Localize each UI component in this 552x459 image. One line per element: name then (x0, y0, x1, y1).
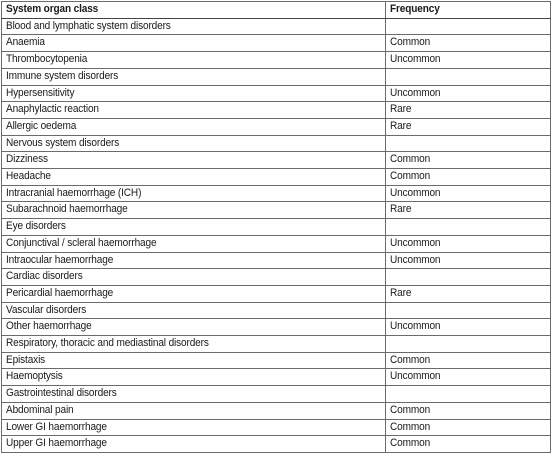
cell-term (2, 35, 386, 52)
cell-frequency (386, 68, 551, 85)
term-text: Pericardial haemorrhage (6, 286, 114, 299)
cell-frequency (386, 319, 551, 336)
cell-frequency (386, 369, 551, 386)
cell-frequency (386, 436, 551, 453)
table-header-row (2, 2, 551, 19)
cell-frequency (386, 219, 551, 236)
table-row (2, 369, 551, 386)
term-text: Anaphylactic reaction (6, 103, 99, 116)
table-row (2, 336, 551, 353)
term-text: Anaemia (6, 36, 45, 49)
cell-term (2, 402, 386, 419)
table-row (2, 102, 551, 119)
term-text: Respiratory, thoracic and mediastinal disorders (6, 337, 209, 350)
table-row (2, 118, 551, 135)
cell-term (2, 102, 386, 119)
table-row (2, 269, 551, 286)
cell-frequency (386, 118, 551, 135)
term-text: Hypersensitivity (6, 86, 75, 99)
term-text: Upper GI haemorrhage (6, 437, 107, 450)
frequency-text: Uncommon (390, 253, 441, 266)
cell-frequency (386, 235, 551, 252)
cell-term (2, 269, 386, 286)
term-text: Epistaxis (6, 353, 46, 366)
frequency-text: Rare (390, 119, 412, 132)
term-text: Gastrointestinal disorders (6, 387, 117, 400)
cell-frequency (386, 269, 551, 286)
table-row (2, 219, 551, 236)
term-text: Intraocular haemorrhage (6, 253, 114, 266)
term-text: Cardiac disorders (6, 270, 83, 283)
table-row (2, 319, 551, 336)
adverse-reactions-table (1, 1, 551, 453)
cell-frequency (386, 169, 551, 186)
cell-term (2, 336, 386, 353)
table-row (2, 85, 551, 102)
frequency-text: Uncommon (390, 320, 441, 333)
table-body (2, 18, 551, 452)
cell-term (2, 185, 386, 202)
table-row (2, 35, 551, 52)
term-text: Lower GI haemorrhage (6, 420, 107, 433)
term-text: Blood and lymphatic system disorders (6, 19, 171, 32)
table-row (2, 302, 551, 319)
cell-term (2, 235, 386, 252)
cell-term (2, 285, 386, 302)
frequency-text: Uncommon (390, 86, 441, 99)
column-header-system-organ-class (2, 2, 386, 19)
cell-frequency (386, 252, 551, 269)
table-row (2, 386, 551, 403)
column-header-label: Frequency (390, 3, 440, 15)
cell-term (2, 85, 386, 102)
table-row (2, 185, 551, 202)
frequency-text: Common (390, 170, 431, 183)
cell-frequency (386, 386, 551, 403)
table-row (2, 402, 551, 419)
cell-term (2, 352, 386, 369)
cell-frequency (386, 102, 551, 119)
frequency-text: Rare (390, 286, 412, 299)
cell-frequency (386, 18, 551, 35)
column-header-label: System organ class (6, 3, 99, 15)
cell-frequency (386, 285, 551, 302)
cell-term (2, 52, 386, 69)
term-text: Other haemorrhage (6, 320, 92, 333)
cell-frequency (386, 85, 551, 102)
cell-frequency (386, 419, 551, 436)
cell-frequency (386, 202, 551, 219)
term-text: Headache (6, 170, 51, 183)
cell-term (2, 169, 386, 186)
frequency-text: Common (390, 437, 431, 450)
term-text: Thrombocytopenia (6, 53, 88, 66)
frequency-text: Uncommon (390, 236, 441, 249)
adverse-reactions-document (1, 1, 550, 453)
cell-term (2, 302, 386, 319)
term-text: Dizziness (6, 153, 48, 166)
cell-term (2, 219, 386, 236)
table-row (2, 135, 551, 152)
table-row (2, 285, 551, 302)
cell-frequency (386, 135, 551, 152)
frequency-text: Common (390, 36, 431, 49)
table-row (2, 152, 551, 169)
term-text: Intracranial haemorrhage (ICH) (6, 186, 142, 199)
cell-term (2, 202, 386, 219)
table-row (2, 352, 551, 369)
cell-frequency (386, 336, 551, 353)
cell-term (2, 419, 386, 436)
frequency-text: Uncommon (390, 370, 441, 383)
term-text: Haemoptysis (6, 370, 63, 383)
cell-term (2, 152, 386, 169)
term-text: Conjunctival / scleral haemorrhage (6, 236, 157, 249)
term-text: Subarachnoid haemorrhage (6, 203, 128, 216)
cell-term (2, 436, 386, 453)
frequency-text: Uncommon (390, 53, 441, 66)
frequency-text: Common (390, 403, 431, 416)
cell-term (2, 118, 386, 135)
cell-term (2, 369, 386, 386)
cell-term (2, 135, 386, 152)
frequency-text: Rare (390, 203, 412, 216)
frequency-text: Common (390, 420, 431, 433)
table-row (2, 18, 551, 35)
cell-frequency (386, 152, 551, 169)
term-text: Nervous system disorders (6, 136, 120, 149)
table-row (2, 202, 551, 219)
cell-frequency (386, 52, 551, 69)
cell-term (2, 319, 386, 336)
frequency-text: Uncommon (390, 186, 441, 199)
cell-frequency (386, 302, 551, 319)
frequency-text: Common (390, 353, 431, 366)
table-row (2, 169, 551, 186)
cell-term (2, 68, 386, 85)
frequency-text: Rare (390, 103, 412, 116)
term-text: Vascular disorders (6, 303, 87, 316)
cell-term (2, 386, 386, 403)
table-row (2, 235, 551, 252)
cell-frequency (386, 35, 551, 52)
table-row (2, 68, 551, 85)
cell-term (2, 252, 386, 269)
term-text: Abdominal pain (6, 403, 74, 416)
cell-frequency (386, 402, 551, 419)
table-row (2, 436, 551, 453)
cell-term (2, 18, 386, 35)
table-row (2, 252, 551, 269)
term-text: Immune system disorders (6, 69, 119, 82)
cell-frequency (386, 185, 551, 202)
cell-frequency (386, 352, 551, 369)
frequency-text: Common (390, 153, 431, 166)
table-row (2, 419, 551, 436)
term-text: Eye disorders (6, 220, 66, 233)
column-header-frequency (386, 2, 551, 19)
table-row (2, 52, 551, 69)
term-text: Allergic oedema (6, 119, 77, 132)
